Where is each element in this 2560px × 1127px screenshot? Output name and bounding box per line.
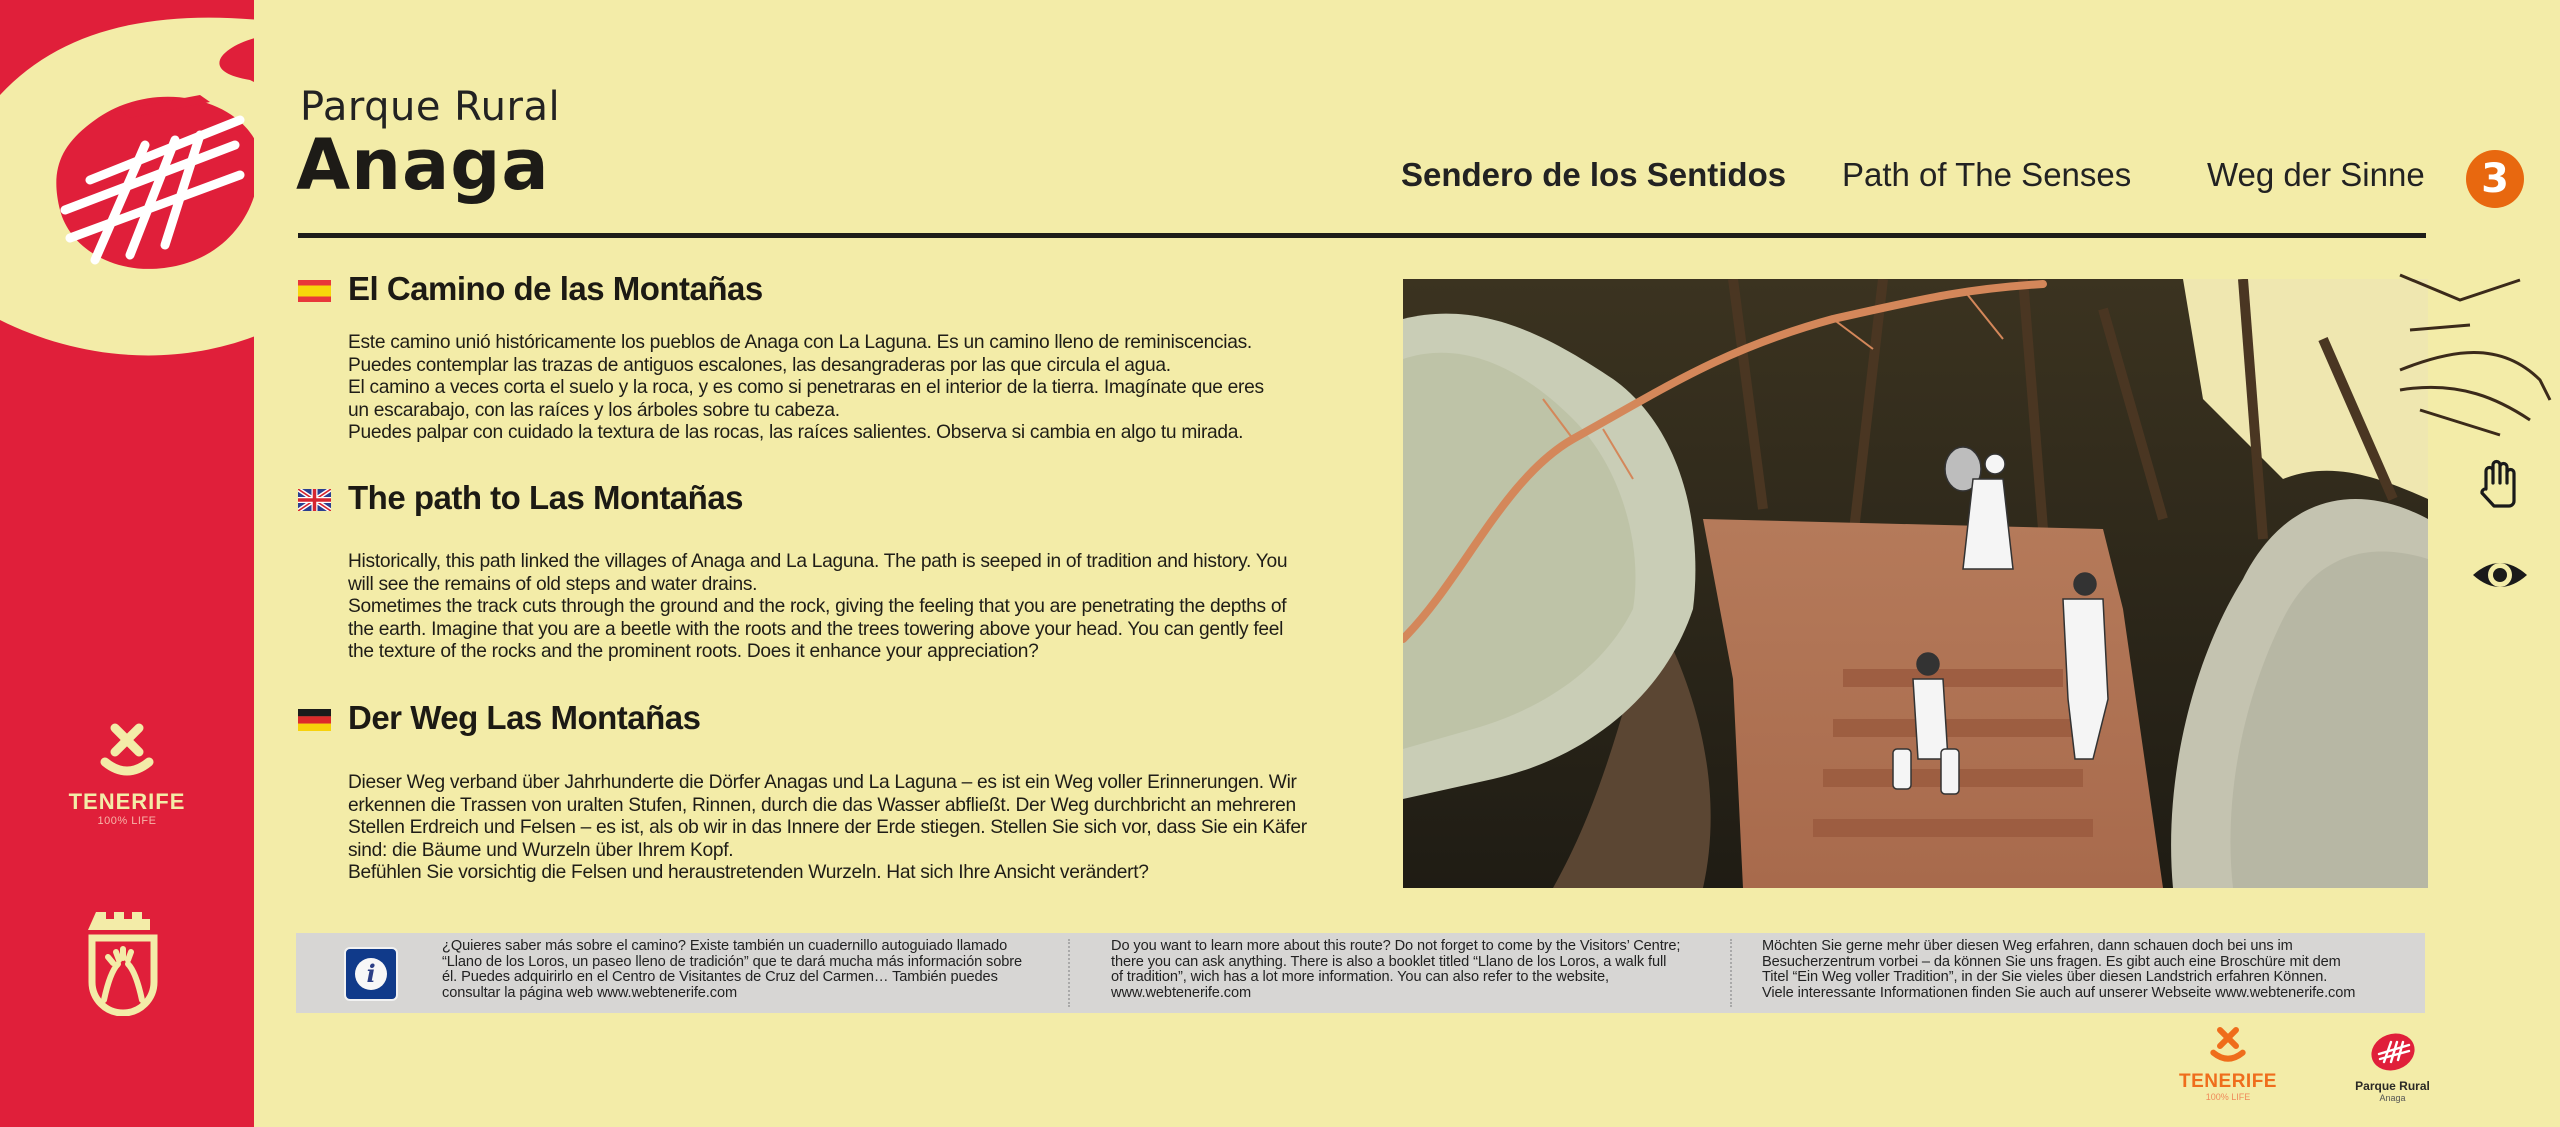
footer-tenerife-logo [2178, 1026, 2278, 1102]
section-english [298, 479, 1318, 663]
flag-spain-icon [298, 280, 331, 302]
footer-park-sub: Anaga [2379, 1093, 2406, 1103]
tenerife-smile-icon [2208, 1026, 2248, 1066]
info-line: Do you want to learn more about this route? Do not forget to come by the Visitors’ Centre; [1111, 938, 1681, 954]
park-name-title: Anaga [296, 124, 550, 206]
body-line: Puedes contemplar las trazas de antiguos escalones, las desangraderas por las que circula el agua. [348, 354, 1171, 376]
body-line: will see the remains of old steps and water drains. [348, 573, 758, 595]
info-line: www.webtenerife.com [1111, 984, 1252, 1001]
info-line: of tradition”, wich has a lot more information. You can also refer to the website, [1111, 969, 1609, 986]
section-title: El Camino de las Montañas [348, 270, 763, 307]
info-line: Titel “Ein Weg voller Tradition”, in der Sie vieles über diesen Landstrich erfahren Können. [1762, 969, 2328, 986]
hand-icon [2470, 455, 2530, 515]
info-text-english [1111, 939, 1711, 1001]
info-line: “Llano de los Loros, un paseo lleno de tradición” que te dará mucha más información sobre [442, 953, 1023, 970]
body-line: Dieser Weg verband über Jahrhunderte die Dörfer Anagas und La Laguna – es ist ein Weg voller Erinnerungen. Wir [348, 772, 1297, 793]
section-title: The path to Las Montañas [348, 479, 744, 516]
column-separator [1730, 939, 1732, 1007]
footer-tenerife-tag: 100% LIFE [2205, 1092, 2251, 1102]
body-line: Befühlen Sie vorsichtig die Felsen und heraustretenden Wurzeln. Hat sich Ihre Ansicht verändert? [348, 862, 1149, 884]
body-line: un escarabajo, con las raíces y los árboles sobre tu cabeza. [348, 399, 840, 421]
flag-uk-icon [298, 489, 331, 511]
trail-illustration [1403, 279, 2428, 888]
info-text-german [1762, 939, 2382, 1001]
info-line: él. Puedes adquirirlo en el Centro de Visitantes de Cruz del Carmen… También puedes [442, 969, 998, 986]
nav-sendero-de-los-sentidos[interactable]: Sendero de los Sentidos [1401, 156, 1787, 193]
section-body [348, 332, 1264, 445]
body-line: the texture of the rocks and the prominent roots. Does it enhance your appreciation? [348, 641, 1039, 663]
info-line: Viele interessante Informationen finden Sie auch auf unserer Webseite www.webtenerife.com [1762, 984, 2356, 1001]
parque-rural-mark-icon [2367, 1030, 2419, 1072]
body-line: Puedes palpar con cuidado la textura de las rocas, las raíces salientes. Observa si cambia en algo tu mirada. [348, 422, 1244, 444]
body-line: El camino a veces corta el suelo y la roca, y es como si penetraras en el interior de la tierra. Imagínate que eres [348, 377, 1264, 399]
eye-icon [2470, 545, 2530, 605]
section-german [298, 699, 1318, 884]
info-line: Möchten Sie gerne mehr über diesen Weg erfahren, dann schauen doch bei uns im [1762, 938, 2293, 954]
info-icon [344, 947, 398, 1001]
body-line: sind: die Bäume und Wurzeln über Ihrem Kopf. [348, 839, 734, 861]
body-line: Sometimes the track cuts through the ground and the rock, giving the feeling that you are penetrating the depths of [348, 596, 1287, 618]
info-line: ¿Quieres saber más sobre el camino? Existe también un cuadernillo autoguiado llamado [442, 938, 1008, 954]
info-line: there you can ask anything. There is also a booklet titled “Llano de los Loros, a walk full [1111, 953, 1667, 970]
tenerife-logo-tag: 100% LIFE [97, 815, 157, 827]
footer-park-word: Parque Rural [2355, 1079, 2430, 1093]
footer-parque-rural-logo [2340, 1030, 2445, 1103]
body-line: the earth. Imagine that you are a beetle with the roots and the trees towering above your head. You can gently feel [348, 618, 1284, 640]
flag-germany-icon [298, 709, 331, 731]
info-icon-glyph: i [355, 958, 387, 990]
section-title-row [298, 699, 1318, 741]
info-panel [296, 933, 2425, 1013]
tenerife-logo [56, 722, 198, 827]
park-type-title: Parque Rural [300, 84, 561, 130]
sidebar [0, 0, 254, 1127]
section-title: Der Weg Las Montañas [348, 699, 701, 736]
parque-rural-logo [0, 0, 254, 370]
tenerife-smile-icon [97, 722, 157, 782]
body-line: Stellen Erdreich und Felsen – es ist, als ob wir in das Innere der Erde stiegen. Stellen Sie sich vor, dass Sie ein Käfer [348, 817, 1307, 839]
body-line: Este camino unió históricamente los pueblos de Anaga con La Laguna. Es un camino lleno de reminiscencias. [348, 332, 1252, 353]
nav-path-of-the-senses[interactable]: Path of The Senses [1842, 156, 2132, 193]
body-line: erkennen die Trassen von uralten Stufen, Rinnen, durch die das Wasser abfließt. Der Weg durchbricht an mehreren [348, 794, 1296, 816]
body-line: Historically, this path linked the villages of Anaga and La Laguna. The path is seeped in of tradition and history. You [348, 551, 1288, 572]
section-body [348, 772, 1307, 885]
footer-tenerife-word: TENERIFE [2179, 1071, 2277, 1092]
column-separator [1068, 939, 1070, 1007]
section-spanish [298, 270, 1318, 444]
section-title-row [298, 270, 1318, 312]
station-number-badge: 3 [2466, 150, 2524, 208]
header-divider [298, 233, 2426, 238]
nav-weg-der-sinne[interactable]: Weg der Sinne [2207, 156, 2425, 193]
section-title-row [298, 479, 1318, 521]
tenerife-logo-word: TENERIFE [68, 789, 186, 814]
info-line: Besucherzentrum vorbei – da können Sie uns fragen. Es gibt auch eine Broschüre mit dem [1762, 953, 2341, 970]
info-text-spanish [442, 939, 1042, 1001]
section-body [348, 551, 1287, 664]
cabildo-shield-icon [88, 912, 158, 1016]
info-line: consultar la página web www.webtenerife.com [442, 984, 738, 1001]
